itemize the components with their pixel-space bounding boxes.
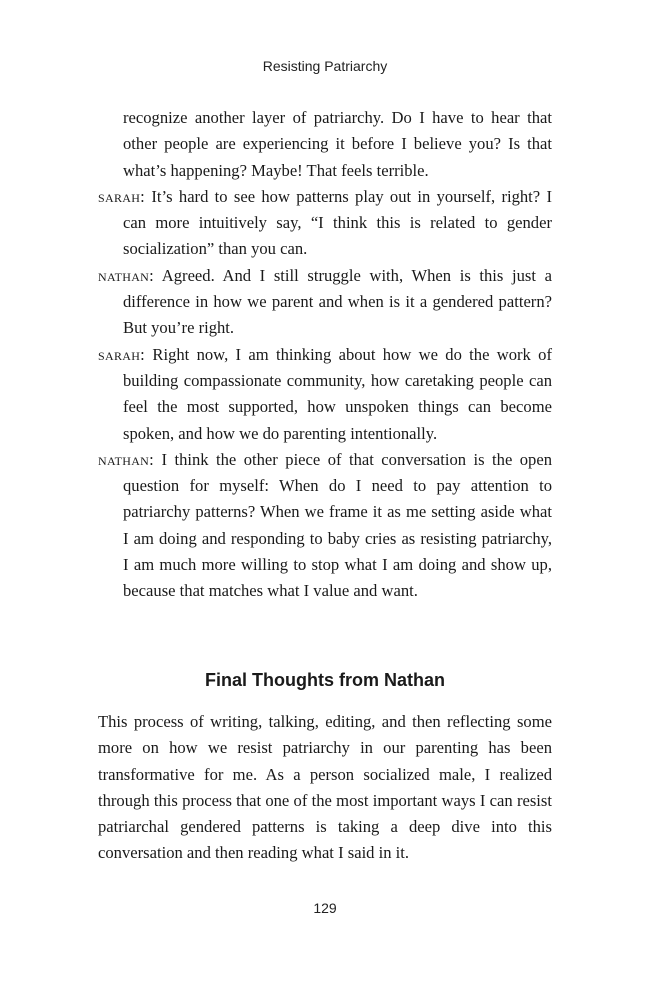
dialogue-turn bbox=[98, 447, 552, 605]
section-heading: Final Thoughts from Nathan bbox=[205, 670, 445, 690]
dialogue-text: Right now, I am thinking about how we do the work of building compassionate community, how caretaking people can feel the most supported, how unspoken things can become spoken, and how we do parenting intentionally. bbox=[123, 344, 552, 443]
speaker-label: nathan: bbox=[98, 449, 155, 469]
speaker-label: nathan: bbox=[98, 265, 155, 285]
dialogue-continuation: recognize another layer of patriarchy. Do I have to hear that other people are experiencing it before I believe you? Is that what’s happening? Maybe! That feels terrible. bbox=[123, 108, 552, 180]
page-number: 129 bbox=[313, 900, 337, 916]
dialogue-text: I think the other piece of that conversation is the open question for myself: When do I need to pay attention to patriarchy patterns? When we frame it as me setting aside what I am doing and responding to baby cries as resisting patriarchy, I am much more willing to stop what I am doing and show up, because that matches what I value and want. bbox=[123, 449, 553, 601]
running-head: Resisting Patriarchy bbox=[262, 58, 388, 74]
dialogue-block bbox=[98, 105, 552, 605]
dialogue-text: Agreed. And I still struggle with, When is this just a difference in how we parent and when is it a gendered pattern? But you’re right. bbox=[123, 265, 552, 338]
dialogue-turn bbox=[98, 263, 552, 342]
speaker-label: sarah: bbox=[98, 344, 146, 364]
speaker-label: sarah: bbox=[98, 186, 146, 206]
dialogue-text: It’s hard to see how patterns play out in yourself, right? I can more intuitively say, “I think this is related to gender socialization” than you can. bbox=[123, 186, 552, 259]
section-body: This process of writing, talking, editing, and then reflecting some more on how we resist patriarchy in our parenting has been transformative for me. As a person socialized male, I realized through this process that one of the most important ways I can resist patriarchal gendered patterns is taking a deep dive into this conversation and then reading what I said in it. bbox=[98, 712, 552, 863]
dialogue-turn bbox=[98, 342, 552, 447]
dialogue-turn bbox=[98, 184, 552, 263]
